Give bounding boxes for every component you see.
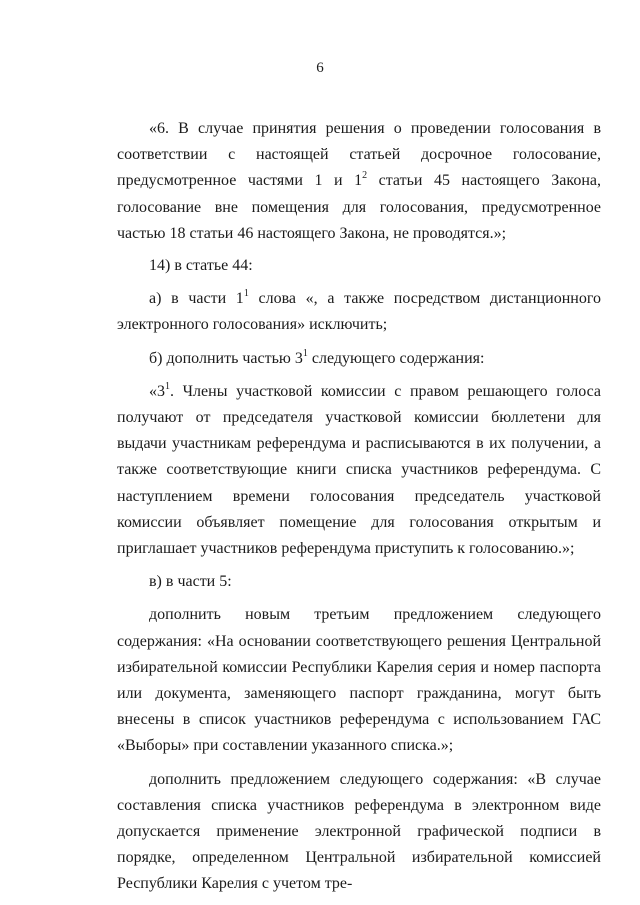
paragraph-text: «3: [149, 382, 165, 400]
paragraph-text: б) дополнить частью 3: [149, 349, 303, 367]
paragraph-part-3-1: [117, 379, 601, 562]
paragraph-text: «6. В случае принятия решения о проведении голосования в соответствии с настоящей статьей досрочное голосование, предусмотренное частями 1 и 1: [117, 120, 601, 190]
paragraph-text: . Члены участковой комиссии с правом решающего голоса получают от председателя участковой комиссии бюллетени для выдачи участникам референдума и расписываются в их получении, а также соответствующие книги списка участников референдума. С наступлением времени голосования председатель участковой комиссии объявляет помещение для голосования открытым и приглашает участников референдума приступить к голосованию.»;: [117, 382, 601, 558]
superscript-index: 1: [165, 380, 170, 392]
paragraph-text: слова «, а также посредством дистанционного электронного голосования» исключить;: [117, 290, 601, 334]
document-body: [117, 116, 601, 905]
paragraph-text: статьи 45 настоящего Закона, голосование вне помещения для голосования, предусмотренное частью 18 статьи 46 настоящего Закона, не проводятся.»;: [117, 172, 601, 242]
superscript-index: 1: [302, 347, 308, 359]
paragraph-add-third-sentence: дополнить новым третьим предложением следующего содержания: «На основании соответствующего решения Центральной избирательной комиссии Республики Карелия серия и номер паспорта или документа, заменяющего паспорт гражданина, могут быть внесены в список участников референдума с использованием ГАС «Выборы» при составлении указанного списка.»;: [117, 606, 601, 755]
paragraph-subitem-a: [117, 286, 601, 338]
paragraph-text: а) в части 1: [149, 290, 244, 308]
paragraph-subitem-b: [117, 346, 601, 372]
paragraph-subitem-v: в) в части 5:: [149, 573, 232, 591]
superscript-index: 1: [243, 288, 249, 300]
page-number: 6: [316, 60, 324, 76]
paragraph-add-sentence: дополнить предложением следующего содержания: «В случае составления списка участников референдума в электронном виде допускается применение электронной графической подписи в порядке, определенном Центральной избирательной комиссией Республики Карелия с учетом тре-: [117, 770, 601, 893]
paragraph-item-14: 14) в статье 44:: [149, 257, 253, 275]
superscript-index: 2: [362, 170, 368, 182]
paragraph-clause-6: [117, 116, 601, 247]
paragraph-text: следующего содержания:: [307, 349, 485, 367]
